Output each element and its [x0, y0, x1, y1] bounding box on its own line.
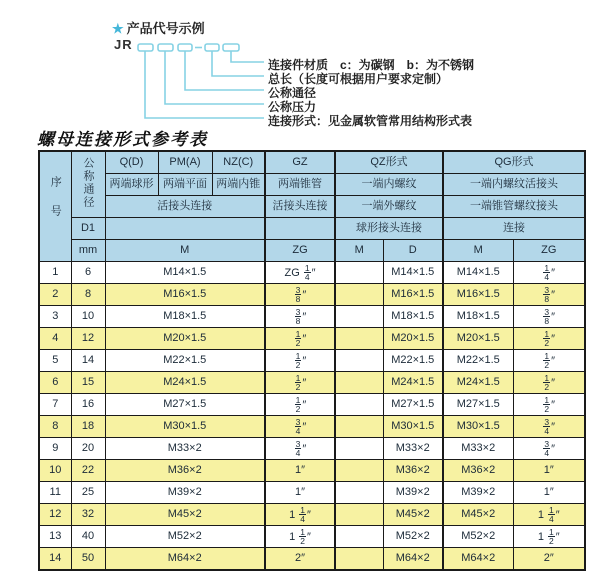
header-seq-text: 序号 [49, 175, 62, 234]
star-icon: ★ [112, 21, 124, 36]
cell-gz: 1″ [265, 482, 335, 504]
cell-qg-m: M36×2 [443, 460, 513, 482]
cell-qz-d: M39×2 [383, 482, 443, 504]
cell-m: M16×1.5 [105, 284, 265, 306]
cell-seq: 12 [39, 504, 71, 526]
cell-gz: 1″ [265, 460, 335, 482]
cell-m: M27×1.5 [105, 394, 265, 416]
cell-qg-m: M20×1.5 [443, 328, 513, 350]
cell-m: M36×2 [105, 460, 265, 482]
cell-qg-m: M22×1.5 [443, 350, 513, 372]
header-m-label: M [105, 240, 265, 262]
header-col-pm: PM(A) [158, 151, 212, 174]
header-col-qg: QG形式 [443, 151, 585, 174]
cell-qg-zg: 1 $\frac{1}{4}$ ″ [513, 504, 585, 526]
table-row [39, 526, 585, 548]
cell-qz-m [335, 526, 383, 548]
table-title: 螺母连接形式参考表 [37, 130, 208, 149]
header-qz-m: M [335, 240, 383, 262]
cell-seq: 8 [39, 416, 71, 438]
cell-dn: 12 [71, 328, 105, 350]
table-row [39, 372, 585, 394]
cell-seq: 2 [39, 284, 71, 306]
cell-qg-m: M16×1.5 [443, 284, 513, 306]
header-union-conn: 活接头连接 [105, 196, 265, 218]
table-row [39, 350, 585, 372]
cell-m: M20×1.5 [105, 328, 265, 350]
cell-qz-m [335, 416, 383, 438]
cell-dn: 10 [71, 306, 105, 328]
cell-gz: $\frac{3}{4}$ ″ [265, 438, 335, 460]
cell-qz-m [335, 306, 383, 328]
cell-qz-d: M16×1.5 [383, 284, 443, 306]
cell-qg-m: M27×1.5 [443, 394, 513, 416]
cell-qg-zg: $\frac{1}{2}$ ″ [513, 328, 585, 350]
table-row [39, 284, 585, 306]
cell-qz-d: M64×2 [383, 548, 443, 571]
cell-gz: 1 $\frac{1}{2}$ ″ [265, 526, 335, 548]
cell-seq: 9 [39, 438, 71, 460]
cell-qz-d: M45×2 [383, 504, 443, 526]
cell-m: M52×2 [105, 526, 265, 548]
header-col-gz: GZ [265, 151, 335, 174]
cell-seq: 3 [39, 306, 71, 328]
header-col-nz: NZ(C) [212, 151, 265, 174]
cell-qz-m [335, 504, 383, 526]
cell-gz: $\frac{3}{8}$ ″ [265, 284, 335, 306]
cell-gz: $\frac{3}{4}$ ″ [265, 416, 335, 438]
cell-qg-m: M33×2 [443, 438, 513, 460]
cell-dn: 40 [71, 526, 105, 548]
cell-dn: 6 [71, 262, 105, 284]
cell-m: M30×1.5 [105, 416, 265, 438]
cell-seq: 5 [39, 350, 71, 372]
cell-seq: 11 [39, 482, 71, 504]
cell-qz-d: M30×1.5 [383, 416, 443, 438]
cell-seq: 13 [39, 526, 71, 548]
cell-qz-m [335, 372, 383, 394]
cell-qz-d: M18×1.5 [383, 306, 443, 328]
cell-qg-m: M45×2 [443, 504, 513, 526]
header-qz-d: D [383, 240, 443, 262]
cell-qz-m [335, 482, 383, 504]
cell-gz: ZG $\frac{1}{4}$ ″ [265, 262, 335, 284]
cell-gz: 1 $\frac{1}{4}$ ″ [265, 504, 335, 526]
cell-qg-zg: 1″ [513, 460, 585, 482]
cell-qz-d: M14×1.5 [383, 262, 443, 284]
header-row-3 [39, 196, 585, 218]
header-seq [39, 151, 71, 262]
cell-seq: 10 [39, 460, 71, 482]
table-row [39, 416, 585, 438]
cell-dn: 32 [71, 504, 105, 526]
cell-qz-d: M24×1.5 [383, 372, 443, 394]
table-row [39, 262, 585, 284]
cell-qg-zg: $\frac{1}{2}$ ″ [513, 394, 585, 416]
header-qg-m: M [443, 240, 513, 262]
cell-m: M39×2 [105, 482, 265, 504]
cell-dn: 15 [71, 372, 105, 394]
header-pm-desc: 两端平面 [158, 174, 212, 196]
product-code-diagram [0, 0, 600, 126]
cell-seq: 4 [39, 328, 71, 350]
cell-qz-m [335, 394, 383, 416]
header-row-4 [39, 218, 585, 240]
header-qg-conn: 连接 [443, 218, 585, 240]
label-pressure: 公称压力 [268, 100, 317, 114]
header-gz-conn: 活接头连接 [265, 196, 335, 218]
table-row [39, 438, 585, 460]
header-dn-text: 公称通径 [82, 156, 95, 209]
header-qz-conn: 球形接头连接 [335, 218, 443, 240]
label-connection-form: 连接形式：见金属软管常用结构形式表 [268, 114, 473, 128]
cell-qz-m [335, 262, 383, 284]
connector-lines [145, 51, 264, 118]
code-prefix: JR [114, 37, 133, 52]
nut-connection-table [38, 150, 586, 571]
cell-qz-d: M36×2 [383, 460, 443, 482]
cell-qz-m [335, 438, 383, 460]
cell-qg-zg: $\frac{1}{2}$ ″ [513, 350, 585, 372]
header-row-1 [39, 151, 585, 174]
cell-dn: 20 [71, 438, 105, 460]
cell-dn: 18 [71, 416, 105, 438]
header-col-q: Q(D) [105, 151, 158, 174]
cell-qz-m [335, 328, 383, 350]
cell-qz-d: M27×1.5 [383, 394, 443, 416]
cell-gz: $\frac{1}{2}$ ″ [265, 328, 335, 350]
diagram-title-text: 产品代号示例 [126, 21, 205, 36]
header-qg-desc2: 一端锥管螺纹接头 [443, 196, 585, 218]
cell-m: M24×1.5 [105, 372, 265, 394]
header-qg-desc1: 一端内螺纹活接头 [443, 174, 585, 196]
cell-qg-zg: 1 $\frac{1}{2}$ ″ [513, 526, 585, 548]
header-qz-desc2: 一端外螺纹 [335, 196, 443, 218]
cell-qg-m: M64×2 [443, 548, 513, 571]
header-qz-desc1: 一端内螺纹 [335, 174, 443, 196]
cell-m: M64×2 [105, 548, 265, 571]
label-diameter: 公称通径 [268, 86, 317, 100]
cell-dn: 50 [71, 548, 105, 571]
header-row-2 [39, 174, 585, 196]
header-qg-zg: ZG [513, 240, 585, 262]
cell-qz-d: M52×2 [383, 526, 443, 548]
header-nz-desc: 两端内锥 [212, 174, 265, 196]
cell-gz: 2″ [265, 548, 335, 571]
cell-qg-zg: 1″ [513, 482, 585, 504]
cell-qg-m: M14×1.5 [443, 262, 513, 284]
cell-qg-m: M24×1.5 [443, 372, 513, 394]
cell-seq: 7 [39, 394, 71, 416]
cell-m: M22×1.5 [105, 350, 265, 372]
cell-qz-m [335, 350, 383, 372]
table-row [39, 306, 585, 328]
code-boxes [138, 44, 239, 51]
header-q-desc: 两端球形 [105, 174, 158, 196]
cell-seq: 1 [39, 262, 71, 284]
cell-qg-zg: $\frac{3}{8}$ ″ [513, 284, 585, 306]
cell-dn: 25 [71, 482, 105, 504]
cell-seq: 6 [39, 372, 71, 394]
cell-qg-m: M30×1.5 [443, 416, 513, 438]
header-empty-2 [265, 218, 335, 240]
cell-gz: $\frac{1}{2}$ ″ [265, 350, 335, 372]
cell-m: M14×1.5 [105, 262, 265, 284]
cell-qg-zg: $\frac{1}{4}$ ″ [513, 262, 585, 284]
cell-qz-d: M22×1.5 [383, 350, 443, 372]
cell-qg-m: M39×2 [443, 482, 513, 504]
cell-m: M45×2 [105, 504, 265, 526]
cell-qg-zg: $\frac{3}{8}$ ″ [513, 306, 585, 328]
cell-dn: 14 [71, 350, 105, 372]
label-material: 连接件材质 c：为碳钢 b：为不锈钢 [268, 58, 475, 72]
header-row-5 [39, 240, 585, 262]
header-gz-desc: 两端锥管 [265, 174, 335, 196]
cell-qg-m: M52×2 [443, 526, 513, 548]
label-length: 总长（长度可根据用户要求定制） [268, 72, 449, 86]
table-row [39, 482, 585, 504]
header-col-qz: QZ形式 [335, 151, 443, 174]
cell-gz: $\frac{3}{8}$ ″ [265, 306, 335, 328]
cell-gz: $\frac{1}{2}$ ″ [265, 394, 335, 416]
diagram-title [112, 18, 205, 37]
cell-seq: 14 [39, 548, 71, 571]
table-row [39, 394, 585, 416]
reference-table [38, 150, 586, 571]
cell-qg-m: M18×1.5 [443, 306, 513, 328]
cell-dn: 16 [71, 394, 105, 416]
cell-dn: 8 [71, 284, 105, 306]
header-dn-symbol: D1 [71, 218, 105, 240]
header-dn-unit: mm [71, 240, 105, 262]
cell-qz-m [335, 284, 383, 306]
cell-dn: 22 [71, 460, 105, 482]
cell-qz-m [335, 460, 383, 482]
cell-qz-d: M20×1.5 [383, 328, 443, 350]
cell-qz-d: M33×2 [383, 438, 443, 460]
cell-qg-zg: $\frac{1}{2}$ ″ [513, 372, 585, 394]
table-row [39, 328, 585, 350]
cell-qg-zg: $\frac{3}{4}$ ″ [513, 416, 585, 438]
cell-qg-zg: $\frac{3}{4}$ ″ [513, 438, 585, 460]
table-row [39, 504, 585, 526]
header-empty-1 [105, 218, 265, 240]
header-gz-unit: ZG [265, 240, 335, 262]
cell-qg-zg: 2″ [513, 548, 585, 571]
cell-m: M33×2 [105, 438, 265, 460]
cell-m: M18×1.5 [105, 306, 265, 328]
table-row [39, 460, 585, 482]
header-dn [71, 151, 105, 218]
cell-gz: $\frac{1}{2}$ ″ [265, 372, 335, 394]
